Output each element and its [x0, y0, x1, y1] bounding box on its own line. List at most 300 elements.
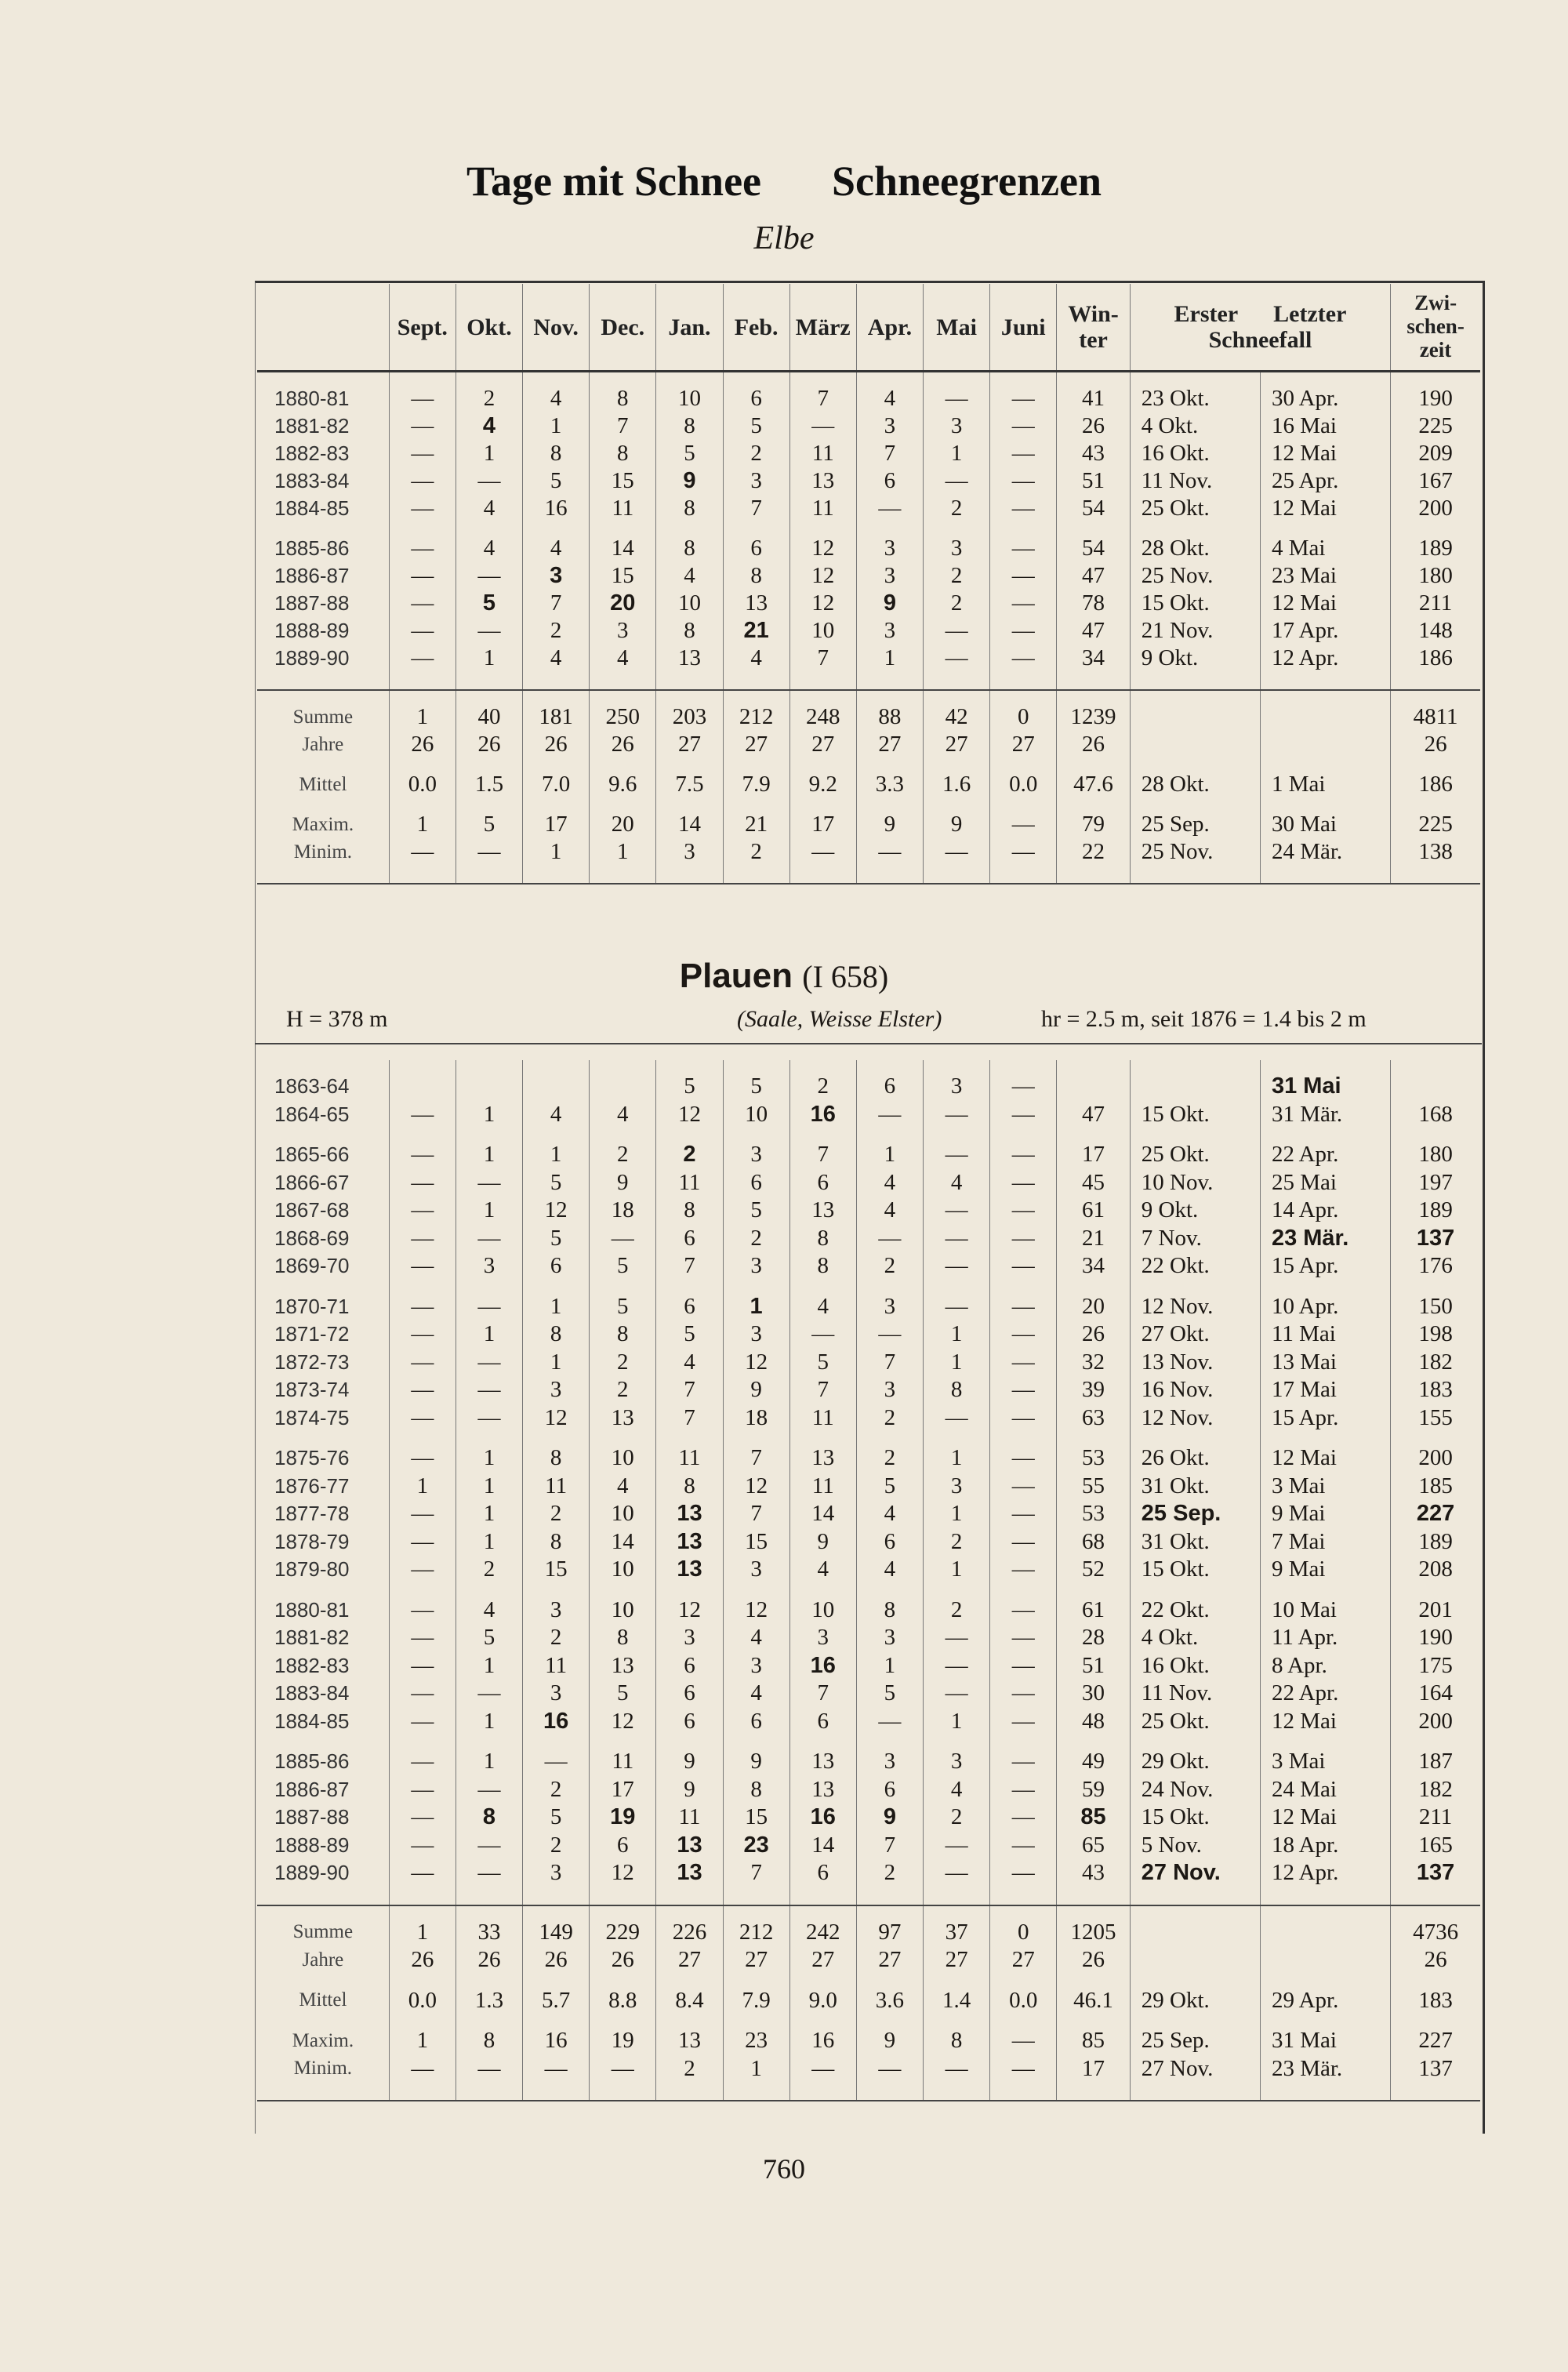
row-label: 1888-89 — [274, 1833, 350, 1857]
table-cell: 200 — [1391, 1444, 1480, 1473]
table-cell: 190 — [1391, 1624, 1480, 1652]
table-cell: 22 Apr. — [1260, 1680, 1390, 1708]
spacer-cell — [456, 866, 522, 884]
table-cell: 8 — [656, 617, 723, 645]
table-cell: — — [389, 1859, 456, 1887]
table-cell: 4 — [456, 412, 522, 440]
table-cell: — — [590, 2055, 656, 2083]
spacer-cell — [990, 866, 1057, 884]
table-row — [257, 1596, 1480, 1625]
spacer-cell — [257, 1905, 389, 1919]
table-cell: 16 Nov. — [1130, 1376, 1260, 1404]
spacer-cell — [389, 1128, 456, 1141]
table-cell: — — [990, 1197, 1057, 1225]
table-cell: 1 — [456, 1473, 522, 1501]
spacer-cell — [389, 1735, 456, 1748]
table-cell: 8 — [924, 1376, 990, 1404]
table-cell: 1 — [924, 1444, 990, 1473]
table-cell: — — [389, 1528, 456, 1557]
table-cell: — — [924, 1197, 990, 1225]
spacer-cell — [389, 672, 456, 690]
table-cell: 2 — [523, 1776, 590, 1804]
table-cell: 3 — [924, 1748, 990, 1776]
table-cell: 27 — [990, 1946, 1057, 1974]
table-cell: 23 — [723, 2027, 789, 2055]
spacer-cell — [389, 1887, 456, 1905]
row-label: 1886-87 — [274, 1777, 350, 1801]
spacer-cell — [990, 1060, 1057, 1073]
table-cell: 12 — [523, 1404, 590, 1433]
table-cell: 20 — [590, 590, 656, 617]
table-cell: 225 — [1391, 412, 1480, 440]
table-cell: 16 — [789, 1804, 856, 1832]
page-number: 760 — [763, 2153, 805, 2185]
minim-row — [257, 838, 1480, 866]
table-cell: 7.0 — [523, 771, 590, 798]
table-cell: 10 — [590, 1596, 656, 1625]
table-cell: 4 — [723, 1680, 789, 1708]
table-cell: 1 — [924, 440, 990, 467]
table-cell: 9 — [856, 1804, 923, 1832]
spacer-cell — [523, 522, 590, 535]
table-row — [257, 440, 1480, 467]
row-label: Jahre — [302, 1949, 344, 1971]
table-cell — [1130, 731, 1260, 758]
table-cell: 9 — [856, 590, 923, 617]
spacer-row — [257, 1905, 1480, 1919]
table-cell: 1 — [456, 1320, 522, 1349]
table-cell: 7.9 — [723, 771, 789, 798]
table-cell: — — [990, 617, 1057, 645]
table-cell: 7 — [723, 1444, 789, 1473]
table-cell: 168 — [1391, 1101, 1480, 1129]
table-cell: 17 — [1057, 2055, 1130, 2083]
table-cell: 43 — [1057, 440, 1130, 467]
spacer-cell — [257, 1735, 389, 1748]
table-cell: 8 Apr. — [1260, 1652, 1390, 1680]
spacer-cell — [789, 522, 856, 535]
spacer-cell — [590, 1735, 656, 1748]
spacer-cell — [590, 2014, 656, 2027]
table-cell: — — [990, 1252, 1057, 1280]
table-cell: 1239 — [1057, 703, 1130, 731]
spacer-cell — [1130, 1735, 1260, 1748]
table-cell: 1 — [456, 1652, 522, 1680]
table-row — [257, 1444, 1480, 1473]
table-cell: — — [389, 590, 456, 617]
table-cell: 27 — [856, 731, 923, 758]
spacer-cell — [1130, 372, 1260, 386]
table-cell: 10 — [656, 590, 723, 617]
table-cell: — — [990, 1141, 1057, 1169]
table-cell: — — [924, 1859, 990, 1887]
table-cell: 5 — [456, 1624, 522, 1652]
spacer-row — [257, 1280, 1480, 1293]
table-cell: 25 Mai — [1260, 1169, 1390, 1197]
table-cell: 8 — [456, 2027, 522, 2055]
table-cell: 25 Sep. — [1130, 2027, 1260, 2055]
header-apr: Apr. — [856, 284, 923, 372]
spacer-cell — [523, 758, 590, 771]
table-cell: 31 Mai — [1260, 2027, 1390, 2055]
table-cell: — — [389, 1500, 456, 1528]
spacer-cell — [1057, 372, 1130, 386]
jahre-row — [257, 1946, 1480, 1974]
spacer-cell — [257, 1432, 389, 1444]
spacer-cell — [924, 1887, 990, 1905]
table-cell: 229 — [590, 1919, 656, 1947]
spacer-cell — [1391, 1128, 1480, 1141]
spacer-cell — [656, 1887, 723, 1905]
table-cell: — — [990, 1748, 1057, 1776]
table-cell: 4 — [590, 645, 656, 672]
table-cell: — — [389, 1832, 456, 1860]
table-cell: 9.2 — [789, 771, 856, 798]
spacer-cell — [656, 2083, 723, 2101]
table-cell: — — [456, 1293, 522, 1321]
spacer-cell — [1057, 1280, 1130, 1293]
table-cell: 16 Okt. — [1130, 440, 1260, 467]
spacer-cell — [990, 1280, 1057, 1293]
table-cell: 1 — [924, 1349, 990, 1377]
spacer-cell — [723, 1060, 789, 1073]
spacer-cell — [656, 1735, 723, 1748]
spacer-cell — [257, 758, 389, 771]
table-cell: 12 — [656, 1101, 723, 1129]
table-cell: — — [389, 1376, 456, 1404]
spacer-cell — [990, 1584, 1057, 1596]
table-cell: 13 Nov. — [1130, 1349, 1260, 1377]
table-cell: 12 Mai — [1260, 440, 1390, 467]
table-cell: 27 Nov. — [1130, 1859, 1260, 1887]
spacer-cell — [990, 672, 1057, 690]
table-cell: 47 — [1057, 562, 1130, 590]
spacer-cell — [456, 372, 522, 386]
table-cell: 10 — [590, 1556, 656, 1584]
spacer-cell — [1391, 798, 1480, 811]
table-cell: 2 — [656, 1141, 723, 1169]
spacer-cell — [789, 690, 856, 703]
table-cell — [1057, 1073, 1130, 1101]
table-cell: 26 — [523, 731, 590, 758]
table-cell: — — [924, 838, 990, 866]
spacer-cell — [389, 522, 456, 535]
table-cell: 10 — [789, 1596, 856, 1625]
table-cell: 45 — [1057, 1169, 1130, 1197]
table-cell: 200 — [1391, 495, 1480, 522]
table-cell: — — [990, 385, 1057, 412]
spacer-row — [257, 758, 1480, 771]
row-label: 1869-70 — [274, 1254, 350, 1278]
spacer-cell — [723, 1905, 789, 1919]
table-cell: 9 — [656, 1776, 723, 1804]
table-cell: 1 — [456, 1528, 522, 1557]
table-cell — [1130, 1919, 1260, 1947]
table-cell: 4 — [656, 1349, 723, 1377]
table-cell: 4 — [456, 495, 522, 522]
spacer-cell — [456, 672, 522, 690]
table-cell: 175 — [1391, 1652, 1480, 1680]
table-cell: 5 — [523, 1225, 590, 1253]
spacer-cell — [257, 866, 389, 884]
table-cell: 1 — [924, 1320, 990, 1349]
table-cell: 1 — [456, 1141, 522, 1169]
spacer-cell — [1260, 758, 1390, 771]
table-cell: 16 — [789, 2027, 856, 2055]
table-cell: — — [990, 1680, 1057, 1708]
table-row — [257, 1349, 1480, 1377]
table-cell: 13 — [789, 1776, 856, 1804]
table-cell: 189 — [1391, 535, 1480, 562]
table-cell: 226 — [656, 1919, 723, 1947]
table-cell: 11 — [656, 1804, 723, 1832]
table-cell: — — [990, 1804, 1057, 1832]
spacer-cell — [389, 1974, 456, 1987]
table-cell: 8 — [590, 1624, 656, 1652]
table-cell: 5 — [456, 590, 522, 617]
table-cell: — — [389, 495, 456, 522]
table-cell: 25 Apr. — [1260, 467, 1390, 495]
table-cell: 9 — [590, 1169, 656, 1197]
table-cell: 8.4 — [656, 1987, 723, 2015]
table-cell: 37 — [924, 1919, 990, 1947]
table-cell: 7 — [856, 1832, 923, 1860]
spacer-cell — [1391, 1280, 1480, 1293]
table-cell: 176 — [1391, 1252, 1480, 1280]
table-cell: 148 — [1391, 617, 1480, 645]
table-cell: 31 Okt. — [1130, 1473, 1260, 1501]
table-cell: 180 — [1391, 562, 1480, 590]
spacer-row — [257, 1584, 1480, 1596]
spacer-cell — [990, 690, 1057, 703]
table-cell: — — [389, 412, 456, 440]
table-cell: 3 — [656, 838, 723, 866]
table-cell: 1 — [456, 1197, 522, 1225]
table-cell: 30 Mai — [1260, 811, 1390, 838]
spacer-cell — [856, 372, 923, 386]
spacer-cell — [1260, 690, 1390, 703]
table-cell: 23 Mär. — [1260, 1225, 1390, 1253]
spacer-cell — [1057, 690, 1130, 703]
spacer-cell — [590, 672, 656, 690]
spacer-cell — [990, 2014, 1057, 2027]
table-cell: 23 — [723, 1832, 789, 1860]
table-cell: 31 Mai — [1260, 1073, 1390, 1101]
spacer-cell — [257, 522, 389, 535]
table-cell: 9 — [789, 1528, 856, 1557]
row-label: 1881-82 — [274, 414, 350, 438]
table-row — [257, 1556, 1480, 1584]
spacer-cell — [1260, 2083, 1390, 2101]
table-cell: — — [789, 412, 856, 440]
table-cell: 200 — [1391, 1708, 1480, 1736]
spacer-cell — [856, 690, 923, 703]
spacer-cell — [257, 672, 389, 690]
table-cell: 12 — [723, 1596, 789, 1625]
spacer-cell — [523, 1432, 590, 1444]
spacer-cell — [257, 2083, 389, 2101]
table-cell: 2 — [523, 1624, 590, 1652]
table-cell: — — [856, 1225, 923, 1253]
table-cell: 12 — [789, 535, 856, 562]
table-cell: — — [990, 562, 1057, 590]
spacer-cell — [1130, 2083, 1260, 2101]
table-cell: — — [990, 1652, 1057, 1680]
elbe-table — [257, 284, 1480, 885]
spacer-cell — [1391, 1060, 1480, 1073]
table-cell: 183 — [1391, 1376, 1480, 1404]
table-cell: 39 — [1057, 1376, 1130, 1404]
spacer-cell — [789, 1974, 856, 1987]
table-cell: 97 — [856, 1919, 923, 1947]
table-cell: 3 — [924, 412, 990, 440]
table-cell: 29 Apr. — [1260, 1987, 1390, 2015]
table-cell: 3 — [856, 562, 923, 590]
table-cell: 5 — [723, 1073, 789, 1101]
table-cell: 28 Okt. — [1130, 771, 1260, 798]
header-maerz: März — [789, 284, 856, 372]
table-cell: — — [389, 1101, 456, 1129]
row-label: Summe — [292, 1921, 354, 1943]
table-cell: — — [990, 1320, 1057, 1349]
table-cell: 1 — [523, 838, 590, 866]
spacer-cell — [389, 758, 456, 771]
spacer-cell — [656, 690, 723, 703]
table-cell: 198 — [1391, 1320, 1480, 1349]
table-cell: 12 — [789, 590, 856, 617]
spacer-cell — [456, 1905, 522, 1919]
table-cell: 16 Okt. — [1130, 1652, 1260, 1680]
table-cell: 26 — [389, 731, 456, 758]
table-cell: 88 — [856, 703, 923, 731]
header-erster: Erster — [1174, 301, 1239, 327]
spacer-cell — [1260, 1060, 1390, 1073]
spacer-cell — [456, 1060, 522, 1073]
table-cell: 32 — [1057, 1349, 1130, 1377]
table-cell: — — [856, 2055, 923, 2083]
table-cell: 137 — [1391, 2055, 1480, 2083]
spacer-cell — [523, 2083, 590, 2101]
table-cell: 7.5 — [656, 771, 723, 798]
table-cell: 6 — [856, 1073, 923, 1101]
table-cell: 8 — [656, 535, 723, 562]
spacer-cell — [1391, 372, 1480, 386]
row-label: 1887-88 — [274, 591, 350, 615]
table-cell: 13 — [723, 590, 789, 617]
spacer-cell — [1260, 1905, 1390, 1919]
table-cell: 225 — [1391, 811, 1480, 838]
spacer-cell — [590, 866, 656, 884]
table-cell: 4 — [656, 562, 723, 590]
table-cell: 1 Mai — [1260, 771, 1390, 798]
table-cell: 1 — [389, 703, 456, 731]
spacer-row — [257, 1128, 1480, 1141]
row-label: 1866-67 — [274, 1170, 350, 1194]
table-cell: 78 — [1057, 590, 1130, 617]
spacer-cell — [656, 1280, 723, 1293]
table-cell: 8 — [789, 1225, 856, 1253]
table-cell: — — [389, 1141, 456, 1169]
table-cell: 1 — [523, 412, 590, 440]
table-cell: 26 — [1057, 731, 1130, 758]
table-cell: 18 Apr. — [1260, 1832, 1390, 1860]
plauen-table — [257, 1060, 1480, 2101]
table-cell: 7 — [656, 1252, 723, 1280]
table-cell: 1 — [723, 2055, 789, 2083]
table-cell: 54 — [1057, 495, 1130, 522]
spacer-cell — [590, 1905, 656, 1919]
table-row — [257, 1376, 1480, 1404]
table-cell: 6 — [856, 1528, 923, 1557]
table-cell: 13 — [590, 1652, 656, 1680]
table-cell: 55 — [1057, 1473, 1130, 1501]
table-cell: 27 — [789, 1946, 856, 1974]
table-cell: 2 — [590, 1376, 656, 1404]
spacer-cell — [856, 672, 923, 690]
spacer-cell — [456, 522, 522, 535]
table-cell: 26 — [1391, 731, 1480, 758]
table-cell: 8 — [789, 1252, 856, 1280]
table-cell: 19 — [590, 1804, 656, 1832]
table-cell: 9 — [656, 467, 723, 495]
table-cell: 10 — [590, 1500, 656, 1528]
table-cell: 4 — [590, 1101, 656, 1129]
spacer-cell — [990, 1905, 1057, 1919]
spacer-cell — [523, 2014, 590, 2027]
table-cell: — — [389, 1293, 456, 1321]
spacer-cell — [590, 2083, 656, 2101]
spacer-cell — [789, 1584, 856, 1596]
table-cell: 11 Nov. — [1130, 1680, 1260, 1708]
header-letzter: Letzter — [1273, 301, 1347, 327]
table-cell: — — [789, 2055, 856, 2083]
table-cell: 7 Mai — [1260, 1528, 1390, 1557]
jahre-row — [257, 731, 1480, 758]
table-cell: 61 — [1057, 1596, 1130, 1625]
row-label: 1871-72 — [274, 1322, 350, 1346]
spacer-cell — [1057, 1735, 1130, 1748]
table-cell: 27 — [856, 1946, 923, 1974]
table-cell: 150 — [1391, 1293, 1480, 1321]
spacer-cell — [1057, 1974, 1130, 1987]
table-row — [257, 1404, 1480, 1433]
table-cell: 2 — [924, 1804, 990, 1832]
table-cell: 4 — [590, 1473, 656, 1501]
table-row — [257, 1652, 1480, 1680]
table-cell: 24 Nov. — [1130, 1776, 1260, 1804]
spacer-cell — [990, 1887, 1057, 1905]
table-cell: 7 — [789, 1376, 856, 1404]
table-cell: — — [990, 590, 1057, 617]
table-cell: 5 — [723, 1197, 789, 1225]
spacer-cell — [924, 1060, 990, 1073]
table-row — [257, 1169, 1480, 1197]
table-cell: — — [856, 1708, 923, 1736]
table-cell: 7 — [856, 440, 923, 467]
table-cell: 6 — [789, 1708, 856, 1736]
table-cell: 25 Okt. — [1130, 495, 1260, 522]
spacer-row — [257, 1974, 1480, 1987]
spacer-cell — [1391, 1974, 1480, 1987]
table-cell: 1.3 — [456, 1987, 522, 2015]
table-cell: — — [389, 1197, 456, 1225]
row-label: 1864-65 — [274, 1102, 350, 1126]
table-cell: 201 — [1391, 1596, 1480, 1625]
table-cell: 0 — [990, 703, 1057, 731]
table-cell: 27 — [656, 731, 723, 758]
table-cell: 23 Mär. — [1260, 2055, 1390, 2083]
table-cell: 12 Mai — [1260, 1444, 1390, 1473]
